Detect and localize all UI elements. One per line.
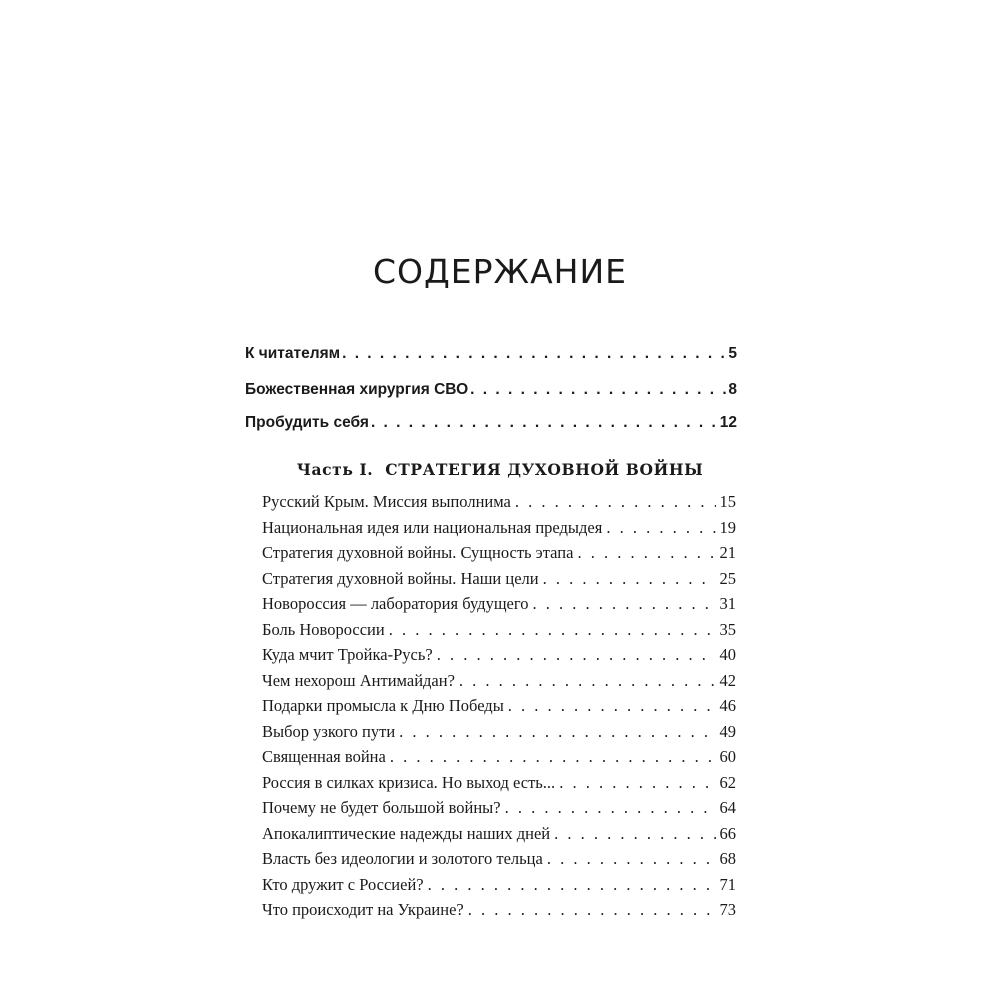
dot-leader (577, 543, 715, 563)
toc-entry-label: Национальная идея или национальная предыдея (262, 517, 603, 537)
toc-entry-label: Стратегия духовной войны. Сущность этапа (262, 543, 574, 562)
toc-entry-label: Власть без идеологии и золотого тельца (262, 849, 543, 868)
toc-entry-page: 64 (719, 798, 736, 817)
toc-entry-awaken-yourself (245, 414, 737, 432)
toc-entry-label: Россия в силках кризиса. Но выход есть... (262, 772, 556, 792)
toc-entry (262, 569, 736, 589)
toc-entry (262, 543, 736, 563)
toc-entry (262, 773, 736, 793)
dot-leader (515, 492, 716, 512)
toc-entry (262, 671, 736, 691)
toc-entry-label: Новороссия — лаборатория будущего (262, 594, 529, 613)
part-title: СТРАТЕГИЯ ДУХОВНОЙ ВОЙНЫ (385, 460, 704, 479)
toc-entry-page: 66 (719, 823, 736, 843)
toc-entry (262, 620, 736, 640)
toc-entry-label: Божественная хирургия СВО (245, 381, 469, 398)
dot-leader (554, 824, 715, 844)
toc-entry-label: Куда мчит Тройка-Русь? (262, 645, 433, 664)
toc-entry-page: 46 (719, 696, 736, 715)
dot-leader (505, 798, 716, 818)
toc-entry-page: 5 (728, 345, 737, 362)
toc-entry-page: 15 (719, 492, 736, 511)
toc-entry-label: Русский Крым. Миссия выполнима (262, 492, 511, 511)
toc-entry-to-readers (245, 345, 737, 363)
part-number-label: Часть I. (296, 460, 374, 479)
dot-leader (532, 594, 715, 614)
dot-leader (428, 875, 716, 895)
dot-leader (559, 773, 715, 793)
toc-entry-label: Стратегия духовной войны. Наши цели (262, 568, 539, 588)
dot-leader (606, 518, 715, 538)
toc-entry-page: 12 (719, 414, 737, 431)
toc-entry-page: 68 (719, 849, 736, 868)
dot-leader (468, 900, 716, 920)
toc-entry-page: 21 (719, 543, 736, 562)
toc-entry-page: 35 (719, 619, 736, 639)
toc-entry (262, 849, 736, 869)
toc-entry-page: 60 (719, 747, 736, 766)
toc-entry (262, 696, 736, 716)
toc-entry-divine-surgery (245, 381, 737, 399)
dot-leader (342, 345, 726, 363)
dot-leader (543, 569, 716, 589)
toc-entry (262, 492, 736, 512)
dot-leader (437, 645, 716, 665)
toc-entry-label: Чем нехорош Антимайдан? (262, 670, 455, 690)
part-heading (0, 460, 1000, 479)
toc-entry-label: Подарки промысла к Дню Победы (262, 696, 504, 715)
toc-entry-label: Священная война (262, 747, 386, 766)
toc-entry-page: 31 (719, 594, 736, 613)
dot-leader (389, 620, 716, 640)
toc-entry (262, 594, 736, 614)
toc-entry (262, 798, 736, 818)
toc-entry (262, 722, 736, 742)
page-title: СОДЕРЖАНИЕ (372, 252, 628, 291)
toc-entry-page: 71 (719, 874, 736, 894)
toc-entry-label: К читателям (245, 345, 341, 362)
toc-entry-page: 42 (719, 670, 736, 690)
toc-entry-label: Кто дружит с Россией? (262, 874, 424, 894)
dot-leader (459, 671, 716, 691)
toc-entry-page: 40 (719, 645, 736, 664)
toc-entry-label: Боль Новороссии (262, 619, 385, 639)
toc-entry (262, 747, 736, 767)
toc-entry-page: 25 (719, 568, 736, 588)
toc-entry-page: 8 (728, 381, 737, 398)
toc-entry-page: 19 (719, 517, 736, 537)
toc-entry (262, 900, 736, 920)
toc-entry (262, 518, 736, 538)
dot-leader (547, 849, 716, 869)
toc-entry-label: Что происходит на Украине? (262, 900, 464, 919)
dot-leader (390, 747, 716, 767)
toc-entry-label: Пробудить себя (245, 414, 369, 431)
toc-entry (262, 645, 736, 665)
dot-leader (399, 722, 715, 742)
dot-leader (371, 414, 718, 432)
dot-leader (508, 696, 716, 716)
toc-entry-page: 62 (719, 772, 736, 792)
toc-entry (262, 824, 736, 844)
toc-entry-label: Выбор узкого пути (262, 721, 396, 741)
toc-entry-page: 73 (719, 900, 736, 919)
toc-entry-label: Почему не будет большой войны? (262, 798, 501, 817)
dot-leader (470, 381, 726, 399)
toc-entry (262, 875, 736, 895)
toc-entry-label: Апокалиптические надежды наших дней (262, 823, 551, 843)
toc-entry-page: 49 (719, 721, 736, 741)
